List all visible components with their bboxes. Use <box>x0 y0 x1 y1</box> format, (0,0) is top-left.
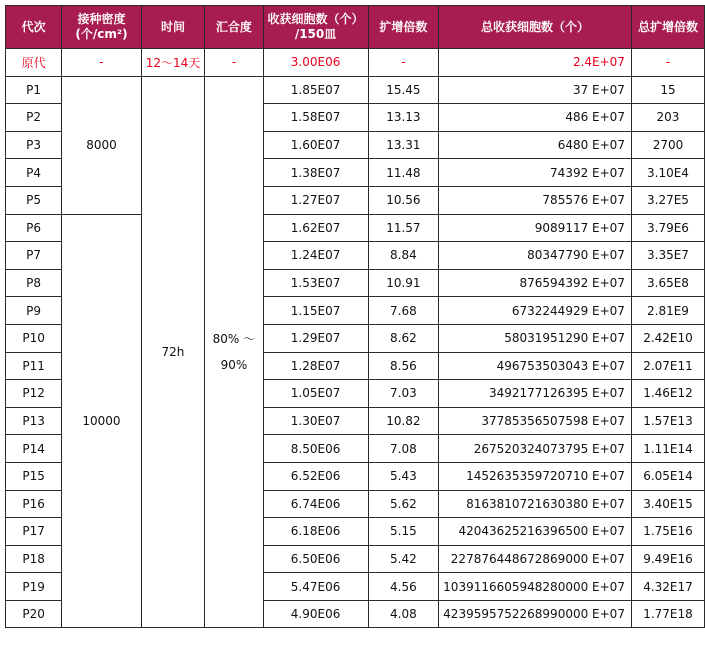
cell-generation: P11 <box>6 352 62 380</box>
cell-total-fold: 3.65E8 <box>631 269 704 297</box>
cell-harvest: 1.24E07 <box>263 242 368 270</box>
cell-total-harvest: 227876448672869000 E+07 <box>439 545 632 573</box>
table-header <box>6 6 705 49</box>
cell-expansion-table <box>5 5 705 628</box>
origin-density: - <box>62 49 141 77</box>
origin-total-fold: - <box>631 49 704 77</box>
cell-generation: P9 <box>6 297 62 325</box>
cell-harvest: 1.30E07 <box>263 407 368 435</box>
cell-total-harvest: 876594392 E+07 <box>439 269 632 297</box>
cell-generation: P1 <box>6 76 62 104</box>
cell-total-harvest: 37 E+07 <box>439 76 632 104</box>
header-density-line2: (个/cm²) <box>75 27 128 41</box>
origin-confluence: - <box>205 49 263 77</box>
cell-harvest: 6.74E06 <box>263 490 368 518</box>
cell-harvest: 6.50E06 <box>263 545 368 573</box>
cell-fold: 13.31 <box>368 131 439 159</box>
cell-total-harvest: 496753503043 E+07 <box>439 352 632 380</box>
cell-total-fold: 203 <box>631 104 704 132</box>
table-row-origin <box>6 49 705 77</box>
cell-generation: P8 <box>6 269 62 297</box>
cell-fold: 10.56 <box>368 186 439 214</box>
cell-harvest: 4.90E06 <box>263 600 368 628</box>
cell-total-fold: 3.27E5 <box>631 186 704 214</box>
table-container <box>5 5 705 628</box>
cell-fold: 7.03 <box>368 380 439 408</box>
cell-fold: 15.45 <box>368 76 439 104</box>
cell-total-fold: 1.75E16 <box>631 518 704 546</box>
cell-generation: P14 <box>6 435 62 463</box>
cell-fold: 11.48 <box>368 159 439 187</box>
cell-harvest: 5.47E06 <box>263 573 368 601</box>
cell-total-harvest: 37785356507598 E+07 <box>439 407 632 435</box>
header-harvest-line2: /150皿 <box>294 27 337 41</box>
cell-generation: P6 <box>6 214 62 242</box>
origin-fold: - <box>368 49 439 77</box>
cell-harvest: 6.52E06 <box>263 462 368 490</box>
cell-fold: 5.62 <box>368 490 439 518</box>
header-fold: 扩增倍数 <box>368 6 439 49</box>
cell-time-72h: 72h <box>141 76 205 628</box>
cell-fold: 8.84 <box>368 242 439 270</box>
cell-density-8000: 8000 <box>62 76 141 214</box>
cell-total-fold: 15 <box>631 76 704 104</box>
cell-total-harvest: 74392 E+07 <box>439 159 632 187</box>
cell-harvest: 1.53E07 <box>263 269 368 297</box>
cell-harvest: 1.85E07 <box>263 76 368 104</box>
cell-fold: 8.62 <box>368 324 439 352</box>
confluence-line1: 80% ～ <box>212 332 256 347</box>
cell-total-harvest: 1452635359720710 E+07 <box>439 462 632 490</box>
header-harvest-count <box>263 6 368 49</box>
cell-fold: 8.56 <box>368 352 439 380</box>
cell-fold: 11.57 <box>368 214 439 242</box>
cell-harvest: 1.62E07 <box>263 214 368 242</box>
cell-generation: P12 <box>6 380 62 408</box>
cell-generation: P2 <box>6 104 62 132</box>
cell-total-fold: 2.07E11 <box>631 352 704 380</box>
origin-harvest: 3.00E06 <box>263 49 368 77</box>
cell-total-fold: 3.40E15 <box>631 490 704 518</box>
cell-generation: P13 <box>6 407 62 435</box>
cell-total-fold: 6.05E14 <box>631 462 704 490</box>
cell-fold: 4.56 <box>368 573 439 601</box>
header-generation: 代次 <box>6 6 62 49</box>
cell-total-fold: 2.42E10 <box>631 324 704 352</box>
cell-harvest: 1.27E07 <box>263 186 368 214</box>
cell-total-harvest: 1039116605948280000 E+07 <box>439 573 632 601</box>
header-seeding-density <box>62 6 141 49</box>
cell-fold: 10.82 <box>368 407 439 435</box>
cell-total-harvest: 6732244929 E+07 <box>439 297 632 325</box>
cell-total-harvest: 3492177126395 E+07 <box>439 380 632 408</box>
cell-fold: 13.13 <box>368 104 439 132</box>
origin-time: 12～14天 <box>141 49 205 77</box>
header-row <box>6 6 705 49</box>
cell-confluence <box>205 76 263 628</box>
cell-generation: P7 <box>6 242 62 270</box>
header-confluence: 汇合度 <box>205 6 263 49</box>
cell-generation: P5 <box>6 186 62 214</box>
header-harvest-line1: 收获细胞数（个） <box>267 12 364 26</box>
cell-density-10000: 10000 <box>62 214 141 628</box>
cell-generation: P18 <box>6 545 62 573</box>
cell-generation: P3 <box>6 131 62 159</box>
cell-generation: P10 <box>6 324 62 352</box>
cell-harvest: 1.60E07 <box>263 131 368 159</box>
cell-fold: 7.08 <box>368 435 439 463</box>
cell-total-harvest: 785576 E+07 <box>439 186 632 214</box>
cell-total-harvest: 9089117 E+07 <box>439 214 632 242</box>
cell-fold: 4.08 <box>368 600 439 628</box>
cell-fold: 5.43 <box>368 462 439 490</box>
cell-total-fold: 1.46E12 <box>631 380 704 408</box>
table-row <box>6 76 705 104</box>
cell-total-fold: 2.81E9 <box>631 297 704 325</box>
origin-total-harvest: 2.4E+07 <box>439 49 632 77</box>
cell-harvest: 1.29E07 <box>263 324 368 352</box>
cell-total-fold: 2700 <box>631 131 704 159</box>
cell-total-harvest: 4239595752268990000 E+07 <box>439 600 632 628</box>
cell-total-harvest: 80347790 E+07 <box>439 242 632 270</box>
cell-total-fold: 3.35E7 <box>631 242 704 270</box>
cell-harvest: 1.05E07 <box>263 380 368 408</box>
origin-gen: 原代 <box>6 49 62 77</box>
cell-generation: P20 <box>6 600 62 628</box>
cell-harvest: 1.15E07 <box>263 297 368 325</box>
cell-total-harvest: 267520324073795 E+07 <box>439 435 632 463</box>
cell-total-fold: 4.32E17 <box>631 573 704 601</box>
cell-total-fold: 9.49E16 <box>631 545 704 573</box>
confluence-line2: 90% <box>220 358 248 373</box>
header-time: 时间 <box>141 6 205 49</box>
cell-generation: P4 <box>6 159 62 187</box>
cell-total-fold: 1.77E18 <box>631 600 704 628</box>
cell-harvest: 1.38E07 <box>263 159 368 187</box>
cell-total-harvest: 6480 E+07 <box>439 131 632 159</box>
cell-total-fold: 1.11E14 <box>631 435 704 463</box>
cell-harvest: 1.58E07 <box>263 104 368 132</box>
cell-generation: P19 <box>6 573 62 601</box>
cell-total-harvest: 486 E+07 <box>439 104 632 132</box>
table-row <box>6 214 705 242</box>
cell-harvest: 6.18E06 <box>263 518 368 546</box>
cell-harvest: 1.28E07 <box>263 352 368 380</box>
cell-total-fold: 3.79E6 <box>631 214 704 242</box>
cell-total-harvest: 8163810721630380 E+07 <box>439 490 632 518</box>
cell-total-fold: 3.10E4 <box>631 159 704 187</box>
header-density-line1: 接种密度 <box>77 12 126 26</box>
cell-total-fold: 1.57E13 <box>631 407 704 435</box>
table-body <box>6 49 705 628</box>
header-total-fold: 总扩增倍数 <box>631 6 704 49</box>
cell-generation: P17 <box>6 518 62 546</box>
cell-total-harvest: 58031951290 E+07 <box>439 324 632 352</box>
cell-generation: P15 <box>6 462 62 490</box>
cell-generation: P16 <box>6 490 62 518</box>
cell-fold: 7.68 <box>368 297 439 325</box>
cell-harvest: 8.50E06 <box>263 435 368 463</box>
cell-fold: 5.42 <box>368 545 439 573</box>
cell-fold: 10.91 <box>368 269 439 297</box>
cell-fold: 5.15 <box>368 518 439 546</box>
cell-total-harvest: 42043625216396500 E+07 <box>439 518 632 546</box>
header-total-harvest: 总收获细胞数（个） <box>439 6 632 49</box>
